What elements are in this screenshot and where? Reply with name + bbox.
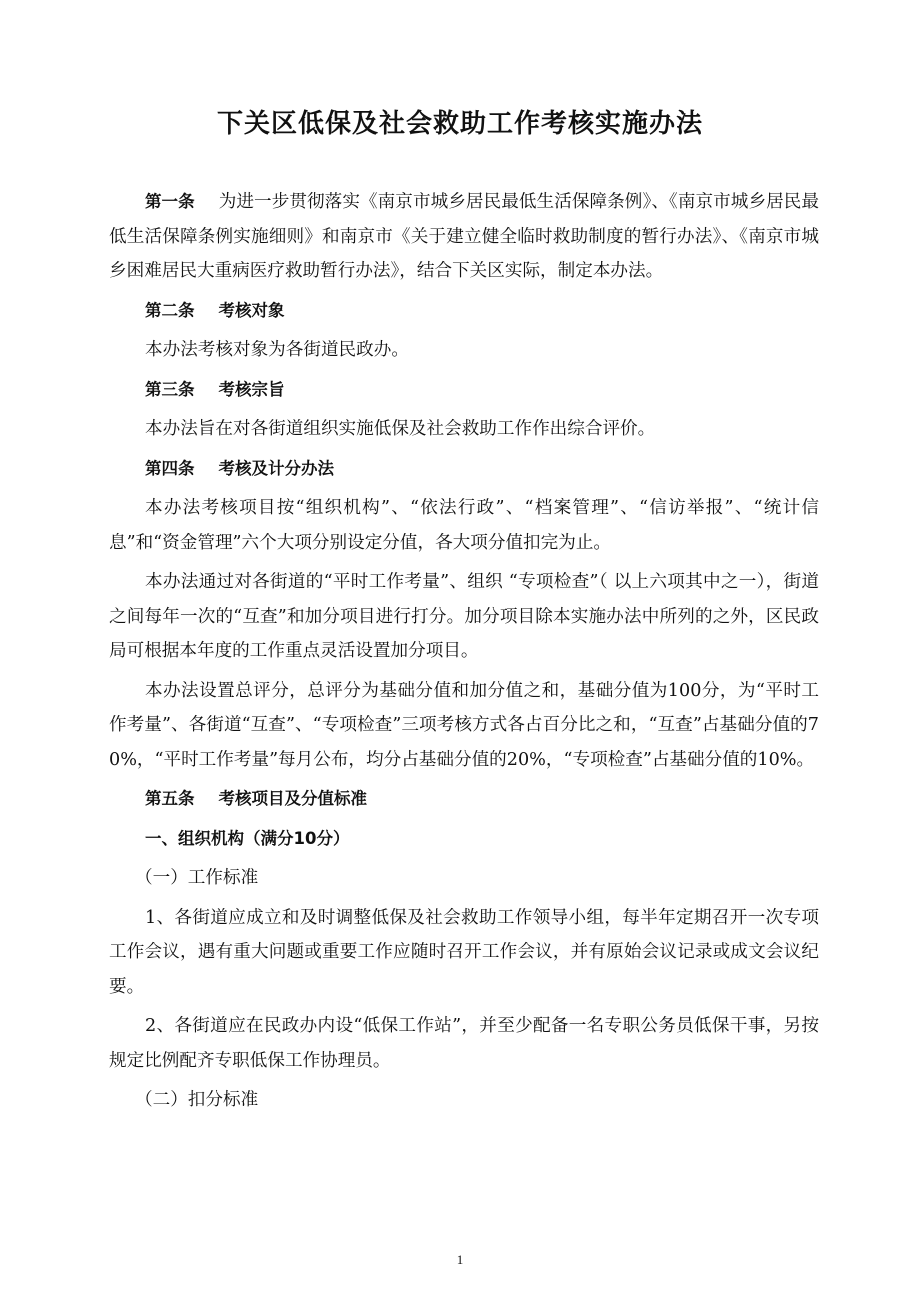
article-1-label: 第一条 xyxy=(145,192,195,211)
article-3-heading xyxy=(109,373,819,408)
article-2-paragraph: 本办法考核对象为各街道民政办。 xyxy=(145,340,409,360)
article-1-text: 为进一步贯彻落实《南京市城乡居民最低生活保障条例》、《南京市城乡居民最低生活保障条例实施细则》和南京市《关于建立健全临时救助制度的暂行办法》、《南京市城乡困难居民大重病医疗救助暂行办法》，结合下关区实际，制定本办法。 xyxy=(109,192,820,281)
article-4-paragraph-1: 本办法考核项目按“组织机构”、“依法行政”、“档案管理”、“信访举报”、“统计信息”和“资金管理”六个大项分别设定分值，各大项分值扣完为止。 xyxy=(109,498,819,553)
section-1-title: 一、组织机构（满分10分） xyxy=(145,828,350,848)
article-3-label: 第三条 xyxy=(145,379,195,399)
page-number: 1 xyxy=(456,1252,464,1267)
article-3-title: 考核宗旨 xyxy=(218,379,285,399)
article-4-paragraph-2: 本办法通过对各街道的“平时工作考量”、组织 “专项检查”（ 以上六项其中之一），街道之间每年一次的“互查”和加分项目进行打分。加分项目除本实施办法中所列的之外，区民政局可根据本年度的工作重点灵活设置加分项目。 xyxy=(109,572,819,661)
article-1 xyxy=(109,185,819,289)
article-5-title: 考核项目及分值标准 xyxy=(218,789,367,808)
article-2-title: 考核对象 xyxy=(218,300,285,320)
work-standard-item-1: 1、各街道应成立和及时调整低保及社会救助工作领导小组，每半年定期召开一次专项工作会议，遇有重大问题或重要工作应随时召开工作会议，并有原始会议记录或成文会议纪要。 xyxy=(109,907,819,997)
document-body xyxy=(109,185,819,1118)
article-5-heading xyxy=(109,782,819,817)
work-standard-item-2: 2、各街道应在民政办内设“低保工作站”，并至少配备一名专职公务员低保干事，另按规定比例配齐专职低保工作协理员。 xyxy=(109,1016,819,1071)
article-4-heading xyxy=(109,452,819,487)
article-4-label: 第四条 xyxy=(145,458,195,478)
article-5-label: 第五条 xyxy=(145,789,195,808)
article-3-paragraph: 本办法旨在对各街道组织实施低保及社会救助工作作出综合评价。 xyxy=(145,419,656,439)
article-4-paragraph-3: 本办法设置总评分，总评分为基础分值和加分值之和，基础分值为100分，为“平时工作考量”、各街道“互查”、“专项检查”三项考核方式各占百分比之和，“互查”占基础分值的70%，“平时工作考量”每月公布，均分占基础分值的20%，“专项检查”占基础分值的10%。 xyxy=(109,680,819,770)
article-2-heading xyxy=(109,294,819,329)
subsection-1-title: （一）工作标准 xyxy=(135,868,259,888)
subsection-2-title: （二）扣分标准 xyxy=(135,1090,259,1110)
article-2-label: 第二条 xyxy=(145,300,195,320)
article-4-title: 考核及计分办法 xyxy=(218,458,334,478)
document-title: 下关区低保及社会救助工作考核实施办法 xyxy=(216,109,703,139)
